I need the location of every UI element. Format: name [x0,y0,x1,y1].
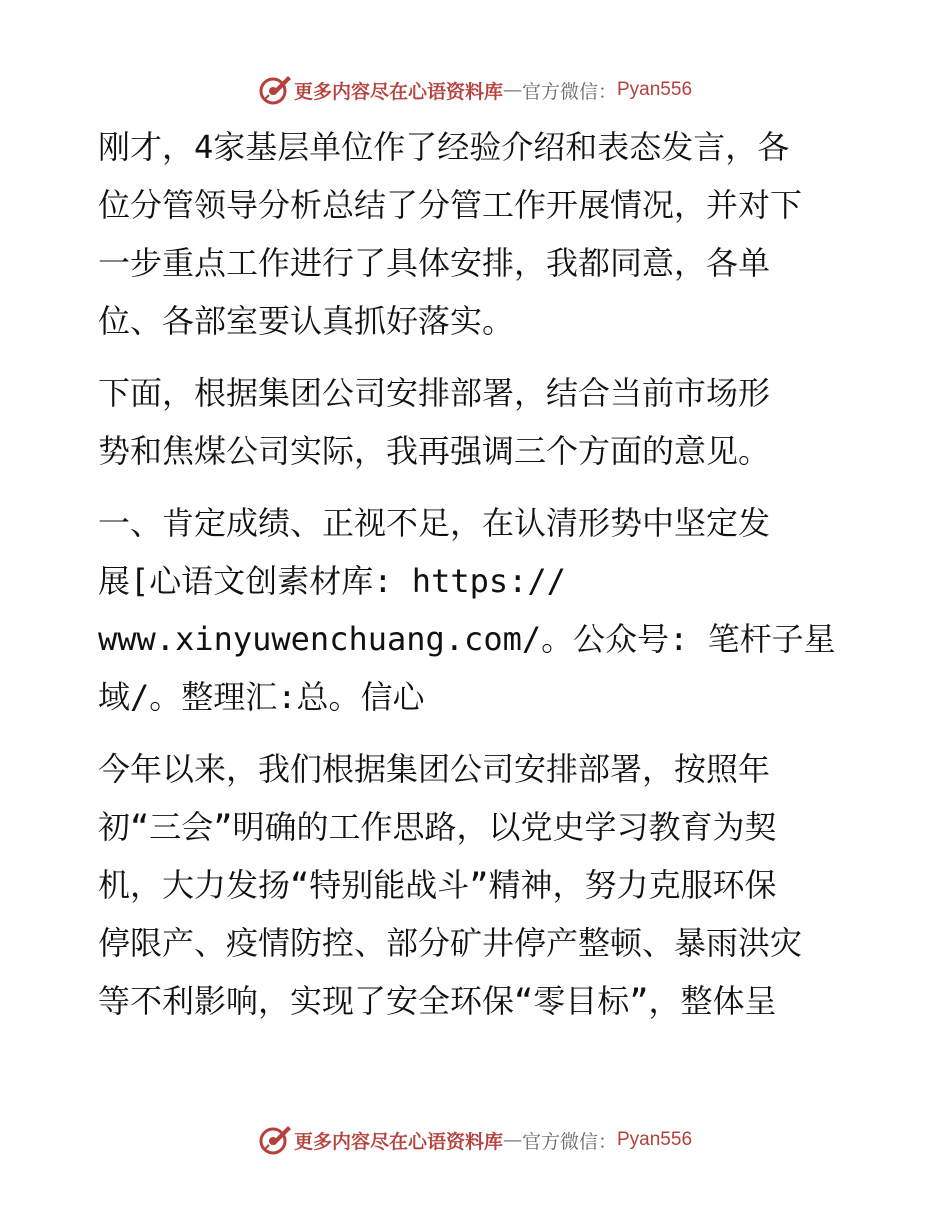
banner-wechat-id: Pyan556 [617,1129,693,1150]
paragraph [98,364,858,480]
pen-logo-icon [258,73,292,107]
text-line: 下面，根据集团公司安排部署，结合当前市场形 [98,374,771,412]
banner-wechat-label: 官方微信： [521,1130,617,1153]
text-line: 展[心语文创素材库: https:// [98,562,566,600]
text-line: 一步重点工作进行了具体安排，我都同意，各单 [98,244,771,282]
text-line: www.xinyuwenchuang.com/。公众号: 笔杆子星 [98,620,836,658]
banner-dash: — [502,1129,522,1151]
banner-main-text: 更多内容尽在心语资料库 [293,1130,503,1153]
text-line: 位分管领导分析总结了分管工作开展情况，并对下 [98,186,803,224]
paragraph [98,118,858,350]
pen-logo-icon [258,1123,292,1157]
text-line: 位、各部室要认真抓好落实。 [98,302,515,340]
paragraph [98,494,858,726]
banner-wechat-label: 官方微信： [521,80,617,103]
text-line: 今年以来，我们根据集团公司安排部署，按照年 [98,750,771,788]
footer-banner [0,1120,950,1160]
text-line: 等不利影响，实现了安全环保“零目标”，整体呈 [98,982,777,1020]
header-banner [0,70,950,110]
text-line: 停限产、疫情防控、部分矿井停产整顿、暴雨洪灾 [98,924,803,962]
text-line: 初“三会”明确的工作思路，以党史学习教育为契 [98,808,777,846]
text-line: 机，大力发扬“特别能战斗”精神，努力克服环保 [98,866,777,904]
paragraph [98,740,858,1030]
text-line: 域/。整理汇:总。信心 [98,678,425,716]
text-line: 一、肯定成绩、正视不足，在认清形势中坚定发 [98,504,771,542]
banner-wechat-id: Pyan556 [617,79,693,100]
text-line: 刚才，4家基层单位作了经验介绍和表态发言，各 [98,128,790,166]
text-line: 势和焦煤公司实际，我再强调三个方面的意见。 [98,432,771,470]
document-body [98,118,858,1030]
banner-main-text: 更多内容尽在心语资料库 [293,80,503,103]
banner-dash: — [502,79,522,101]
